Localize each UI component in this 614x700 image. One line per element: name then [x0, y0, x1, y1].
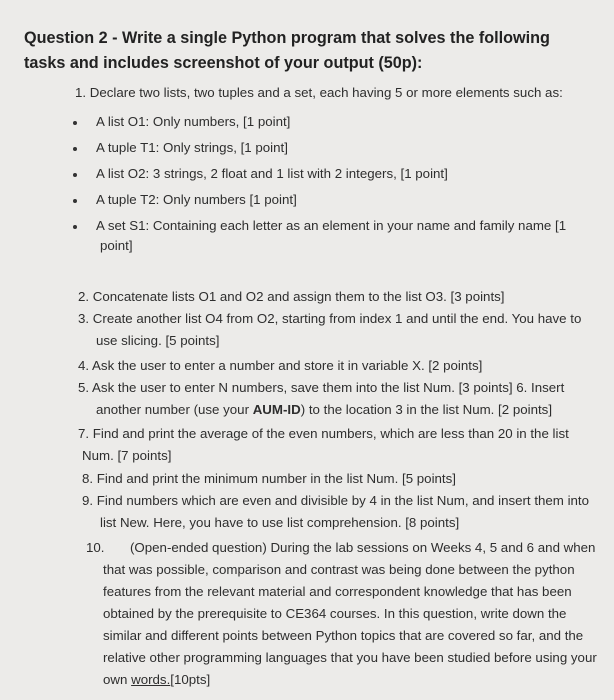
task-2: 2. Concatenate lists O1 and O2 and assign them to the list O3. [3 points] — [78, 289, 505, 304]
task-3-line-2: use slicing. [5 points] — [96, 333, 220, 348]
task-10-own: own — [103, 672, 132, 687]
bullet-item-s1: A set S1: Containing each letter as an element in your name and family name [1 — [96, 218, 567, 233]
question-title — [24, 26, 604, 76]
bullet-icon — [73, 199, 77, 203]
bullet-icon — [73, 121, 77, 125]
task-5-line-1: 5. Ask the user to enter N numbers, save them into the list Num. [3 points] 6. Insert — [78, 380, 565, 395]
task-8: 8. Find and print the minimum number in the list Num. [5 points] — [82, 471, 456, 486]
aum-id-label: AUM-ID — [252, 402, 301, 417]
bullet-icon — [73, 173, 77, 177]
bullet-icon — [73, 225, 77, 229]
task-6-prefix: another number (use your — [96, 402, 253, 417]
task-10-line-2: that was possible, comparison and contrast was being done between the python — [103, 562, 575, 577]
task-1-intro: 1. Declare two lists, two tuples and a set, each having 5 or more elements such as: — [75, 85, 563, 100]
task-4: 4. Ask the user to enter a number and store it in variable X. [2 points] — [78, 358, 483, 373]
task-10-line-6: relative other programming languages that you have been studied before using your — [103, 650, 597, 665]
task-10-line-5: similar and different points between Python topics that are covered so far, and the — [103, 628, 584, 643]
task-9-line-2: list New. Here, you have to use list comprehension. [8 points] — [100, 515, 460, 530]
task-9-line-1: 9. Find numbers which are even and divisible by 4 in the list Num, and insert them into — [82, 493, 590, 508]
task-10-line-7 — [103, 671, 210, 689]
task-10-points: [10pts] — [170, 672, 211, 687]
task-6-line — [96, 401, 552, 419]
bullet-icon — [73, 147, 77, 151]
bullet-item-t1: A tuple T1: Only strings, [1 point] — [96, 140, 288, 155]
bullet-item-o2: A list O2: 3 strings, 2 float and 1 list with 2 integers, [1 point] — [96, 166, 448, 181]
task-7-line-2: Num. [7 points] — [82, 448, 172, 463]
task-7-line-1: 7. Find and print the average of the even numbers, which are less than 20 in the list — [78, 426, 569, 441]
task-6-suffix: ) to the location 3 in the list Num. [2 points] — [300, 402, 553, 417]
question-title-line-2: tasks and includes screenshot of your output (50p): — [24, 54, 423, 72]
task-10-line-4: obtained by the prerequisite to CE364 courses. In this question, write down the — [103, 606, 567, 621]
task-3-line-1: 3. Create another list O4 from O2, starting from index 1 and until the end. You have to — [78, 311, 582, 326]
bullet-item-o1: A list O1: Only numbers, [1 point] — [96, 114, 291, 129]
task-10-words-link: words. — [131, 672, 171, 687]
task-10-line-3: features from the relevant material and correspondent knowledge that has been — [103, 584, 572, 599]
task-10-line-1: (Open-ended question) During the lab sessions on Weeks 4, 5 and 6 and when — [130, 540, 596, 555]
bullet-item-s1-continued: point] — [100, 238, 133, 253]
question-title-line-1: Question 2 - Write a single Python program that solves the following — [24, 29, 550, 47]
bullet-item-t2: A tuple T2: Only numbers [1 point] — [96, 192, 297, 207]
task-10-number: 10. — [86, 540, 105, 555]
